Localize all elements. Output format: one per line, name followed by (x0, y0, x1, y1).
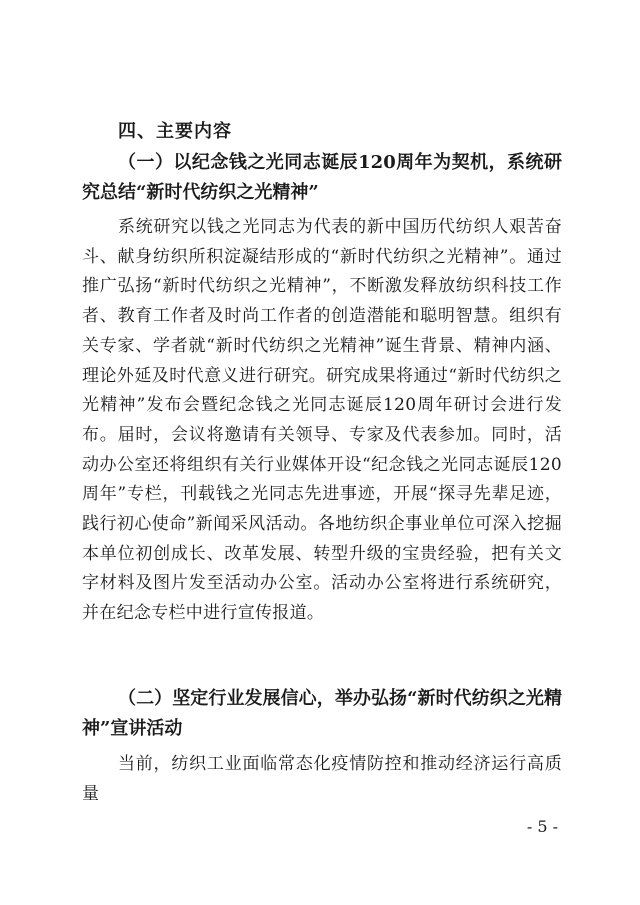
page-number: - 5 - (526, 817, 558, 836)
section-heading: 四、主要内容 (118, 121, 232, 142)
paragraph-1: 系统研究以钱之光同志为代表的新中国历代纺织人艰苦奋斗、献身纺织所积淀凝结形成的“新时代纺织之光精神”。通过推广弘扬“新时代纺织之光精神”，不断激发释放纺织科技工作者、教育工作者及时尚工作者的创造潜能和聪明智慧。组织有关专家、学者就“新时代纺织之光精神”诞生背景、精神内涵、理论外延及时代意义进行研究。研究成果将通过“新时代纺织之光精神”发布会暨纪念钱之光同志诞辰120周年研讨会进行发布。届时，会议将邀请有关领导、专家及代表参加。同时，活动办公室还将组织有关行业媒体开设“纪念钱之光同志诞辰120周年”专栏，刊载钱之光同志先进事迹，开展“探寻先辈足迹，践行初心使命”新闻采风活动。各地纺织企事业单位可深入挖掘本单位初创成长、改革发展、转型升级的宝贵经验，把有关文字材料及图片发至活动办公室。活动办公室将进行系统研究，并在纪念专栏中进行宣传报道。 (82, 217, 562, 624)
subheading-2: （二）坚定行业发展信心，举办弘扬“新时代纺织之光精神”宣讲活动 (82, 688, 562, 739)
subheading-1: （一）以纪念钱之光同志诞辰120周年为契机，系统研究总结“新时代纺织之光精神” (82, 152, 562, 203)
paragraph-2: 当前，纺织工业面临常态化疫情防控和推动经济运行高质量 (82, 754, 562, 804)
